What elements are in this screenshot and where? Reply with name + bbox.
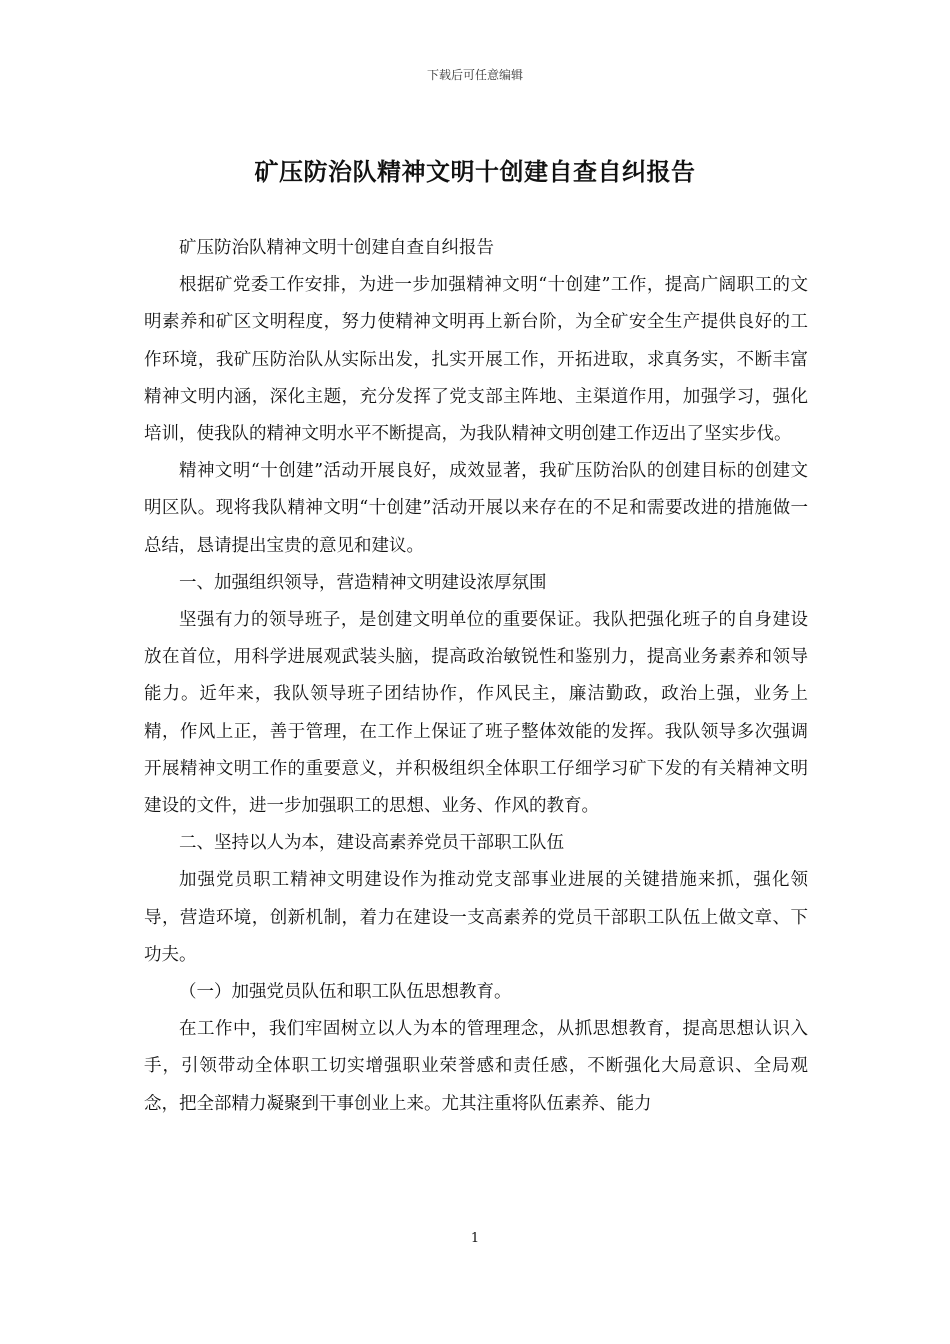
page-number: 1 xyxy=(470,1231,480,1246)
document-title: 矿压防治队精神文明十创建自查自纠报告 xyxy=(254,158,696,186)
subsection-heading: （一）加强党员队伍和职工队伍思想教育。 xyxy=(179,982,512,1003)
paragraph: 在工作中，我们牢固树立以人为本的管理理念，从抓思想教育，提高思想认识入手，引领带动全体职工切实增强职业荣誉感和责任感，不断强化大局意识、全局观念，把全部精力凝聚到干事创业上来。尤其注重将队伍素养、能力 xyxy=(144,1019,808,1114)
page-header: 下载后可任意编辑 xyxy=(426,68,523,82)
paragraph: 坚强有力的领导班子，是创建文明单位的重要保证。我队把强化班子的自身建设放在首位，用科学进展观武装头脑，提高政治敏锐性和鉴别力，提高业务素养和领导能力。近年来，我队领导班子团结协作，作风民主，廉洁勤政，政治上强，业务上精，作风上正，善于管理，在工作上保证了班子整体效能的发挥。我队领导多次强调开展精神文明工作的重要意义，并积极组织全体职工仔细学习矿下发的有关精神文明建设的文件，进一步加强职工的思想、业务、作风的教育。 xyxy=(144,610,808,817)
paragraph: 加强党员职工精神文明建设作为推动党支部事业进展的关键措施来抓，强化领导，营造环境，创新机制，着力在建设一支高素养的党员干部职工队伍上做文章、下功夫。 xyxy=(144,870,808,965)
paragraph: 矿压防治队精神文明十创建自查自纠报告 xyxy=(179,238,494,258)
section-heading: 二、坚持以人为本，建设高素养党员干部职工队伍 xyxy=(179,833,564,854)
paragraph: 根据矿党委工作安排，为进一步加强精神文明“十创建”工作，提高广阔职工的文明素养和矿区文明程度，努力使精神文明再上新台阶，为全矿安全生产提供良好的工作环境，我矿压防治队从实际出发，扎实开展工作，开拓进取，求真务实，不断丰富精神文明内涵，深化主题，充分发挥了党支部主阵地、主渠道作用，加强学习，强化培训，使我队的精神文明水平不断提高，为我队精神文明创建工作迈出了坚实步伐。 xyxy=(144,275,808,445)
section-heading: 一、加强组织领导，营造精神文明建设浓厚氛围 xyxy=(179,572,547,593)
paragraph: 精神文明“十创建”活动开展良好，成效显著，我矿压防治队的创建目标的创建文明区队。现将我队精神文明“十创建”活动开展以来存在的不足和需要改进的措施做一总结，恳请提出宝贵的意见和建议。 xyxy=(144,461,808,556)
document-body xyxy=(144,230,808,1123)
